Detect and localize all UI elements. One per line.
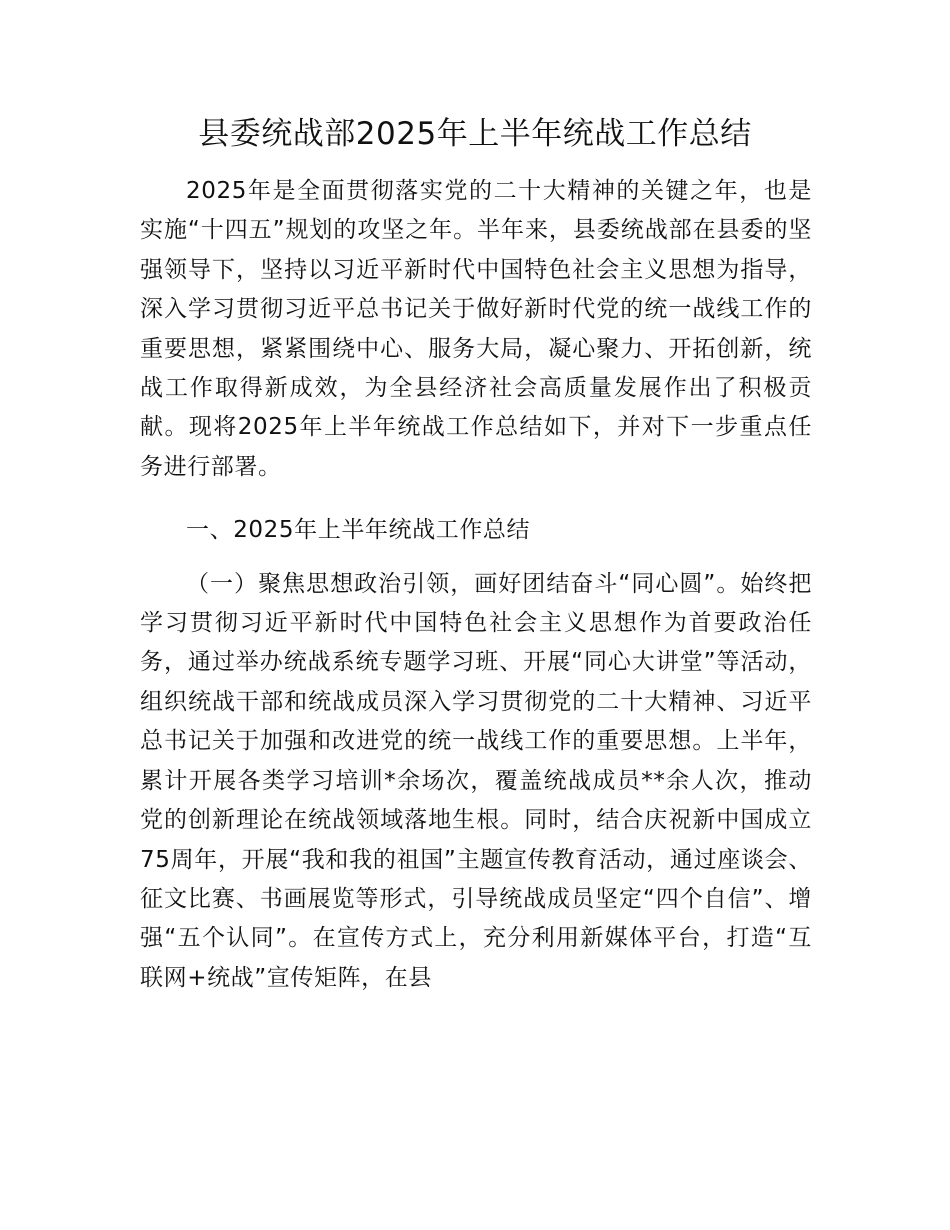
body-paragraph: （一）聚焦思想政治引领，画好团结奋斗“同心圆”。始终把学习贯彻习近平新时代中国特色社会主义思想作为首要政治任务，通过举办统战系统专题学习班、开展“同心大讲堂”等活动，组织统战干部和统战成员深入学习贯彻党的二十大精神、习近平总书记关于加强和改进党的统一战线工作的重要思想。上半年，累计开展各类学习培训*余场次，覆盖统战成员**余人次，推动党的创新理论在统战领域落地生根。同时，结合庆祝新中国成立75周年，开展“我和我的祖国”主题宣传教育活动，通过座谈会、征文比赛、书画展览等形式，引导统战成员坚定“四个自信”、增强“五个认同”。在宣传方式上，充分利用新媒体平台，打造“互联网+统战”宣传矩阵，在县 [140, 570, 812, 991]
intro-paragraph: 2025年是全面贯彻落实党的二十大精神的关键之年，也是实施“十四五”规划的攻坚之年。半年来，县委统战部在县委的坚强领导下，坚持以习近平新时代中国特色社会主义思想为指导，深入学习贯彻习近平总书记关于做好新时代党的统一战线工作的重要思想，紧紧围绕中心、服务大局，凝心聚力、开拓创新，统战工作取得新成效，为全县经济社会高质量发展作出了积极贡献。现将2025年上半年统战工作总结如下，并对下一步重点任务进行部署。 [140, 178, 812, 480]
document-body [140, 172, 812, 998]
section-heading: 一、2025年上半年统战工作总结 [186, 517, 531, 544]
document-title: 县委统战部2025年上半年统战工作总结 [198, 116, 752, 152]
